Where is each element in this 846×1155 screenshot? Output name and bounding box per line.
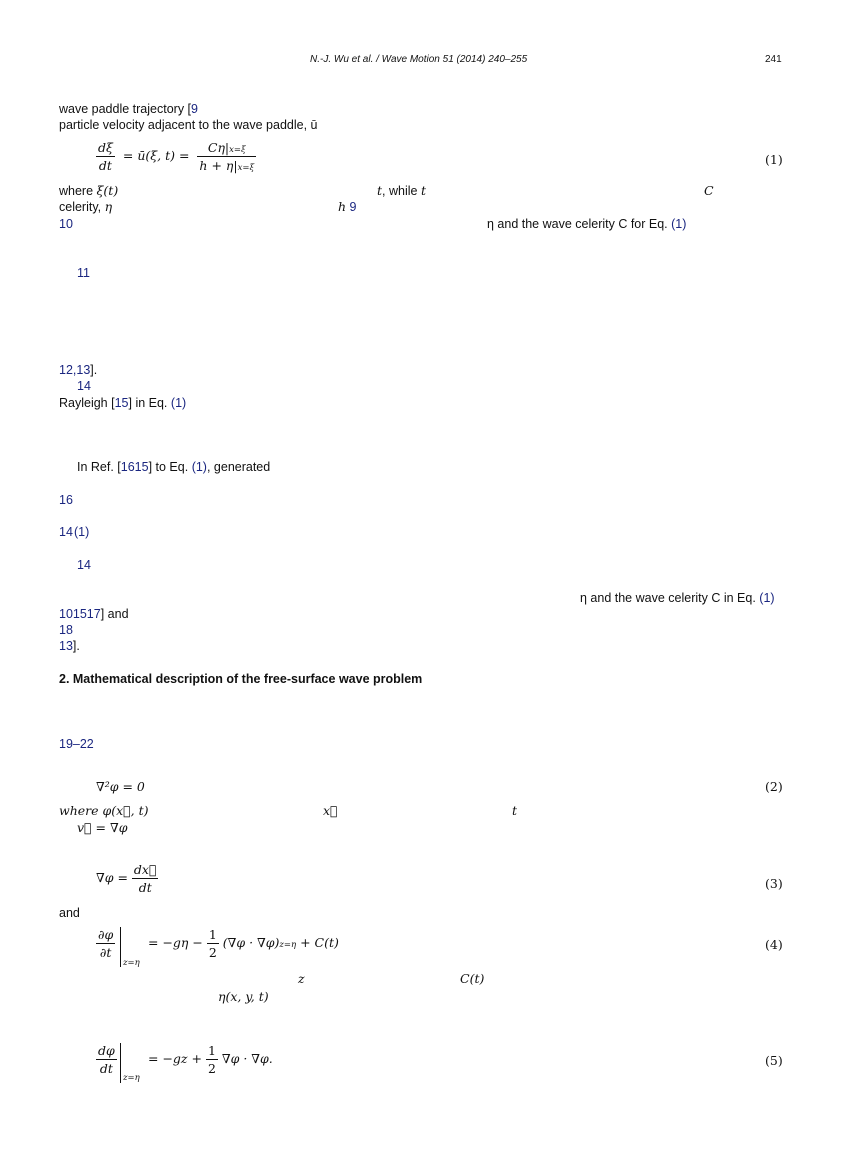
text: ]. xyxy=(72,639,80,653)
text xyxy=(59,606,129,622)
citation-link[interactable]: 9 xyxy=(349,200,357,214)
text: t xyxy=(512,803,518,818)
running-title: N.-J. Wu et al. / Wave Motion 51 (2014) 240–255 xyxy=(310,54,528,65)
citation-link[interactable]: 11 xyxy=(77,266,90,280)
citation-link[interactable]: 14 xyxy=(77,379,91,393)
text: ] to Eq. xyxy=(148,460,189,474)
denominator: 2 xyxy=(207,1061,216,1076)
text: C xyxy=(704,183,714,198)
text: celerity, η xyxy=(59,199,113,214)
citation-link[interactable]: 16 xyxy=(59,493,73,507)
citation-link[interactable]: 1615 xyxy=(120,460,149,474)
numerator: dx⃗ xyxy=(133,862,157,877)
subscript: z=η xyxy=(123,958,140,968)
denominator: dt xyxy=(138,880,152,895)
equation-link[interactable]: (1) xyxy=(671,217,687,231)
text: η(x, y, t) xyxy=(218,989,269,1004)
equation-number: (1) xyxy=(765,152,783,167)
text: ] and xyxy=(100,607,129,621)
equation-text: ∇φ · ∇φ. xyxy=(221,1051,273,1066)
text: Rayleigh [ xyxy=(59,396,115,410)
denominator: 2 xyxy=(208,945,217,960)
equation-4 xyxy=(96,927,115,960)
equation-text: = −gη − xyxy=(148,935,203,950)
equation-text: + C(t) xyxy=(300,935,339,950)
text: In Ref. [ xyxy=(77,460,121,474)
text xyxy=(59,524,89,540)
numerator: 1 xyxy=(208,927,217,942)
text: C(t) xyxy=(460,971,485,986)
fraction xyxy=(96,927,115,960)
fraction xyxy=(96,1043,117,1076)
equation-link[interactable]: (1) xyxy=(191,460,207,474)
subscript: x=ξ xyxy=(237,163,255,173)
fraction xyxy=(96,140,115,173)
text: x⃗ xyxy=(323,803,338,818)
citation-link[interactable]: 12,13 xyxy=(59,363,91,377)
text: wave paddle trajectory [ xyxy=(59,102,192,116)
equation-text: Cη| xyxy=(207,140,230,155)
equation-number: (2) xyxy=(765,779,783,794)
text: where ξ(t) xyxy=(59,183,119,198)
section-heading: 2. Mathematical description of the free-surface wave problem xyxy=(59,672,423,686)
text: , generated xyxy=(206,460,271,474)
equation-link[interactable]: (1) xyxy=(170,396,187,410)
text: and xyxy=(59,906,80,920)
subscript: x=ξ xyxy=(229,145,246,155)
evaluation-bar xyxy=(120,927,121,967)
text: η and the wave celerity C in Eq. xyxy=(580,591,756,605)
denominator xyxy=(197,157,256,173)
denominator: dt xyxy=(98,158,112,173)
equation-5 xyxy=(96,1043,117,1076)
equation-text xyxy=(148,1043,273,1076)
citation-link[interactable]: 15 xyxy=(114,396,129,410)
evaluation-bar xyxy=(120,1043,121,1083)
citation-link[interactable]: 13 xyxy=(59,639,73,653)
text: η and the wave celerity C for Eq. xyxy=(487,217,668,231)
text xyxy=(59,638,80,654)
equation-text: (∇φ · ∇φ) xyxy=(222,935,280,950)
denominator: dt xyxy=(99,1061,113,1076)
text xyxy=(580,590,775,606)
text: ]. xyxy=(90,363,98,377)
text: t, while t xyxy=(377,183,426,198)
numerator: 1 xyxy=(207,1043,216,1058)
text xyxy=(59,395,186,411)
equation-number: (3) xyxy=(765,876,783,891)
text: h 9 xyxy=(338,199,357,214)
equation-text xyxy=(148,927,339,960)
text: where φ(x⃗, t) xyxy=(59,803,149,818)
equation-link[interactable]: (1) xyxy=(759,591,775,605)
text xyxy=(59,362,97,378)
fraction xyxy=(207,927,219,960)
fraction xyxy=(132,862,159,895)
fraction xyxy=(197,140,256,173)
citation-link[interactable]: 9 xyxy=(191,102,198,116)
subscript: z=η xyxy=(123,1073,140,1083)
equation-text: = −gz + xyxy=(148,1051,202,1066)
denominator: ∂t xyxy=(99,945,112,960)
numerator: dξ xyxy=(98,140,113,155)
equation-1 xyxy=(96,140,256,173)
citation-link[interactable]: 14 xyxy=(77,558,91,572)
page-number: 241 xyxy=(765,54,782,65)
citation-link[interactable]: 101517 xyxy=(59,607,101,621)
citation-link[interactable]: 19–22 xyxy=(59,737,94,751)
equation-text: = ū(ξ, t) = xyxy=(122,148,190,163)
equation-text: ∇φ = xyxy=(96,870,128,885)
text xyxy=(77,459,270,475)
equation-number: (4) xyxy=(765,937,783,952)
numerator xyxy=(197,140,256,157)
equation-link[interactable]: (1) xyxy=(73,525,90,539)
numerator: dφ xyxy=(98,1043,115,1058)
equation-text: ∇²φ = 0 xyxy=(96,779,145,794)
paragraph-line: particle velocity adjacent to the wave paddle, ū xyxy=(59,118,318,132)
subscript: z=η xyxy=(279,940,297,950)
numerator: ∂φ xyxy=(98,927,114,942)
citation-link[interactable]: 14 xyxy=(59,525,73,539)
citation-link[interactable]: 10 xyxy=(59,217,73,231)
text: z xyxy=(298,971,305,986)
equation-number: (5) xyxy=(765,1053,783,1068)
equation-2 xyxy=(96,779,145,794)
citation-link[interactable]: 18 xyxy=(59,623,73,637)
text xyxy=(487,216,686,232)
paragraph-line xyxy=(59,101,198,117)
fraction xyxy=(206,1043,218,1076)
equation-text: h + η| xyxy=(199,158,238,173)
text: ] in Eq. xyxy=(128,396,168,410)
text: v⃗ = ∇φ xyxy=(77,820,128,835)
equation-3 xyxy=(96,862,158,895)
